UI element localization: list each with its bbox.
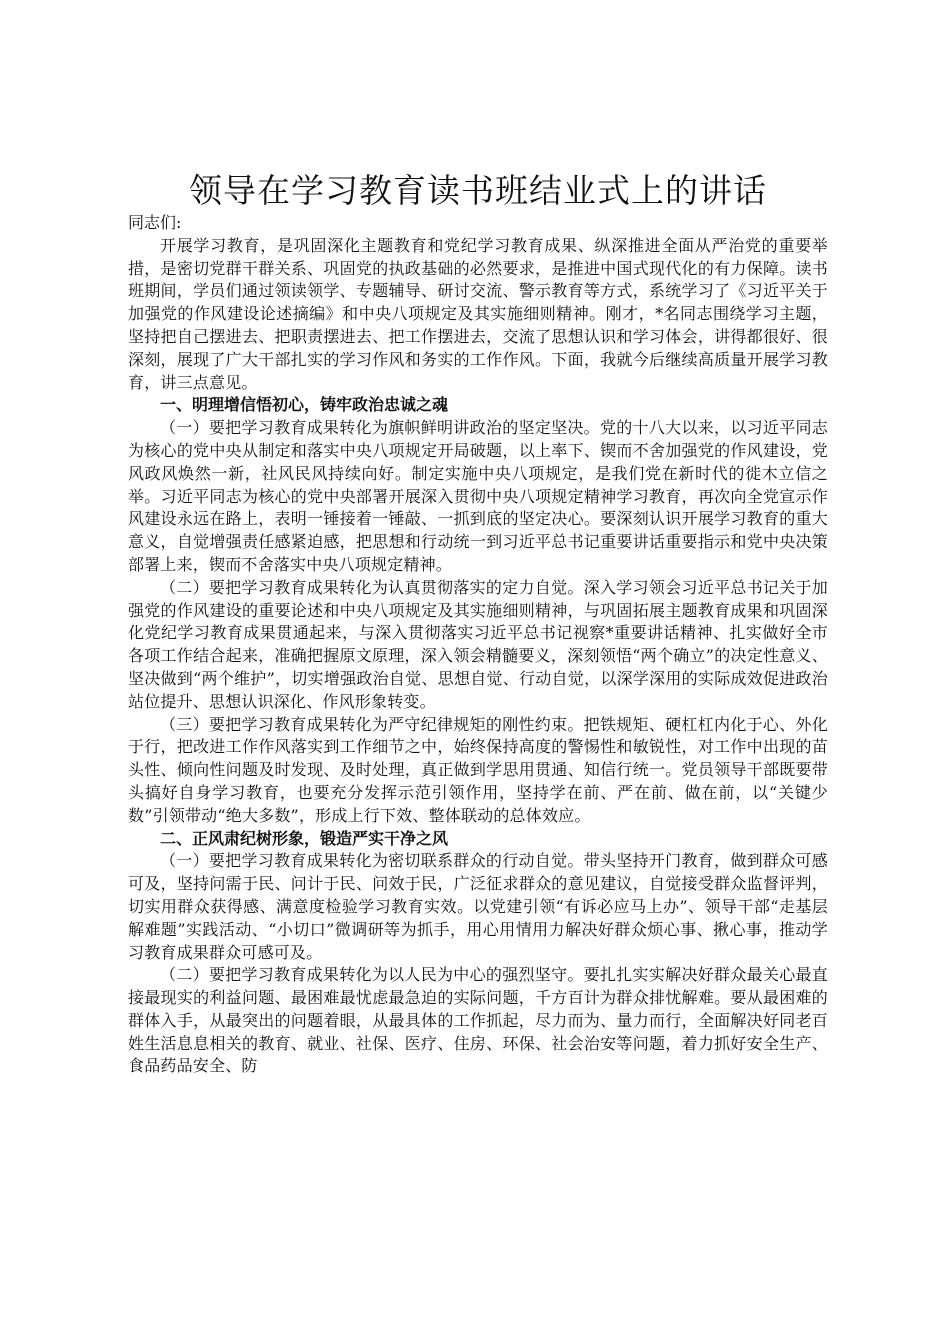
section-1-paragraph-1: （一）要把学习教育成果转化为旗帜鲜明讲政治的坚定坚决。党的十八大以来，以习近平同志为核心的党中央从制定和落实中央八项规定开局破题，以上率下、锲而不舍加强党的作风建设，党风政风焕然一新，社风民风持续向好。制定实施中央八项规定，是我们党在新时代的徙木立信之举。习近平同志为核心的党中央部署开展深入贯彻中央八项规定精神学习教育，再次向全党宣示作风建设永远在路上，表明一锤接着一锤敲、一抓到底的坚定决心。要深刻认识开展学习教育的重大意义，自觉增强责任感紧迫感，把思想和行动统一到习近平总书记重要讲话重要指示和党中央决策部署上来，锲而不舍落实中央八项规定精神。	[128, 418, 828, 574]
section-1-paragraph-2: （二）要把学习教育成果转化为认真贯彻落实的定力自觉。深入学习领会习近平总书记关于加强党的作风建设的重要论述和中央八项规定及其实施细则精神，与巩固拓展主题教育成果和巩固深化党纪学习教育成果贯通起来，与深入贯彻落实习近平总书记视察*重要讲话精神、扎实做好全市各项工作结合起来，准确把握原文原理，深入领会精髓要义，深刻领悟“两个确立”的决定性意义、坚决做到“两个维护”，切实增强政治自觉、思想自觉、行动自觉，以深学深用的实际成效促进政治站位提升、思想认识深化、作风形象转变。	[128, 577, 828, 711]
section-2-heading: 二、正风肃纪树形象，锻造严实干净之风	[160, 828, 449, 848]
document-title: 领导在学习教育读书班结业式上的讲话	[189, 171, 767, 210]
section-1-paragraph-3: （三）要把学习教育成果转化为严守纪律规矩的刚性约束。把铁规矩、硬杠杠内化于心、外化于行，把改进工作作风落实到工作细节之中，始终保持高度的警惕性和敏锐性，对工作中出现的苗头性、倾向性问题及时发现、及时处理，真正做到学思用贯通、知信行统一。党员领导干部既要带头搞好自身学习教育，也要充分发挥示范引领作用，坚持学在前、严在前、做在前，以“关键少数”引领带动“绝大多数”，形成上行下效、整体联动的总体效应。	[128, 714, 828, 825]
intro-paragraph: 开展学习教育，是巩固深化主题教育和党纪学习教育成果、纵深推进全面从严治党的重要举措，是密切党群干群关系、巩固党的执政基础的必然要求，是推进中国式现代化的有力保障。读书班期间，学员们通过领读领学、专题辅导、研讨交流、警示教育等方式，系统学习了《习近平关于加强党的作风建设论述摘编》和中央八项规定及其实施细则精神。刚才，*名同志围绕学习主题，坚持把自己摆进去、把职责摆进去、把工作摆进去，交流了思想认识和学习体会，讲得都很好、很深刻，展现了广大干部扎实的学习作风和务实的工作作风。下面，我就今后继续高质量开展学习教育，讲三点意见。	[128, 235, 828, 392]
greeting: 同志们:	[128, 213, 182, 232]
document-page	[128, 170, 828, 1078]
section-1-heading: 一、明理增信悟初心，铸牢政治忠诚之魂	[160, 395, 449, 415]
section-2-paragraph-1: （一）要把学习教育成果转化为密切联系群众的行动自觉。带头坚持开门教育，做到群众可感可及，坚持问需于民、问计于民、问效于民，广泛征求群众的意见建议，自觉接受群众监督评判，切实用群众获得感、满意度检验学习教育实效。以党建引领“有诉必应马上办”、领导干部“走基层解难题”实践活动、“小切口”微调研等为抓手，用心用情用力解决好群众烦心事、揪心事，推动学习教育成果群众可感可及。	[128, 851, 828, 962]
section-2-paragraph-2: （二）要把学习教育成果转化为以人民为中心的强烈坚守。要扎扎实实解决好群众最关心最直接最现实的利益问题、最困难最忧虑最急迫的实际问题，千方百计为群众排忧解难。要从最困难的群体入手，从最突出的问题着眼，从最具体的工作抓起，尽力而为、量力而行，全面解决好同老百姓生活息息相关的教育、就业、社保、医疗、住房、环保、社会治安等问题，着力抓好安全生产、食品药品安全、防	[128, 965, 828, 1076]
